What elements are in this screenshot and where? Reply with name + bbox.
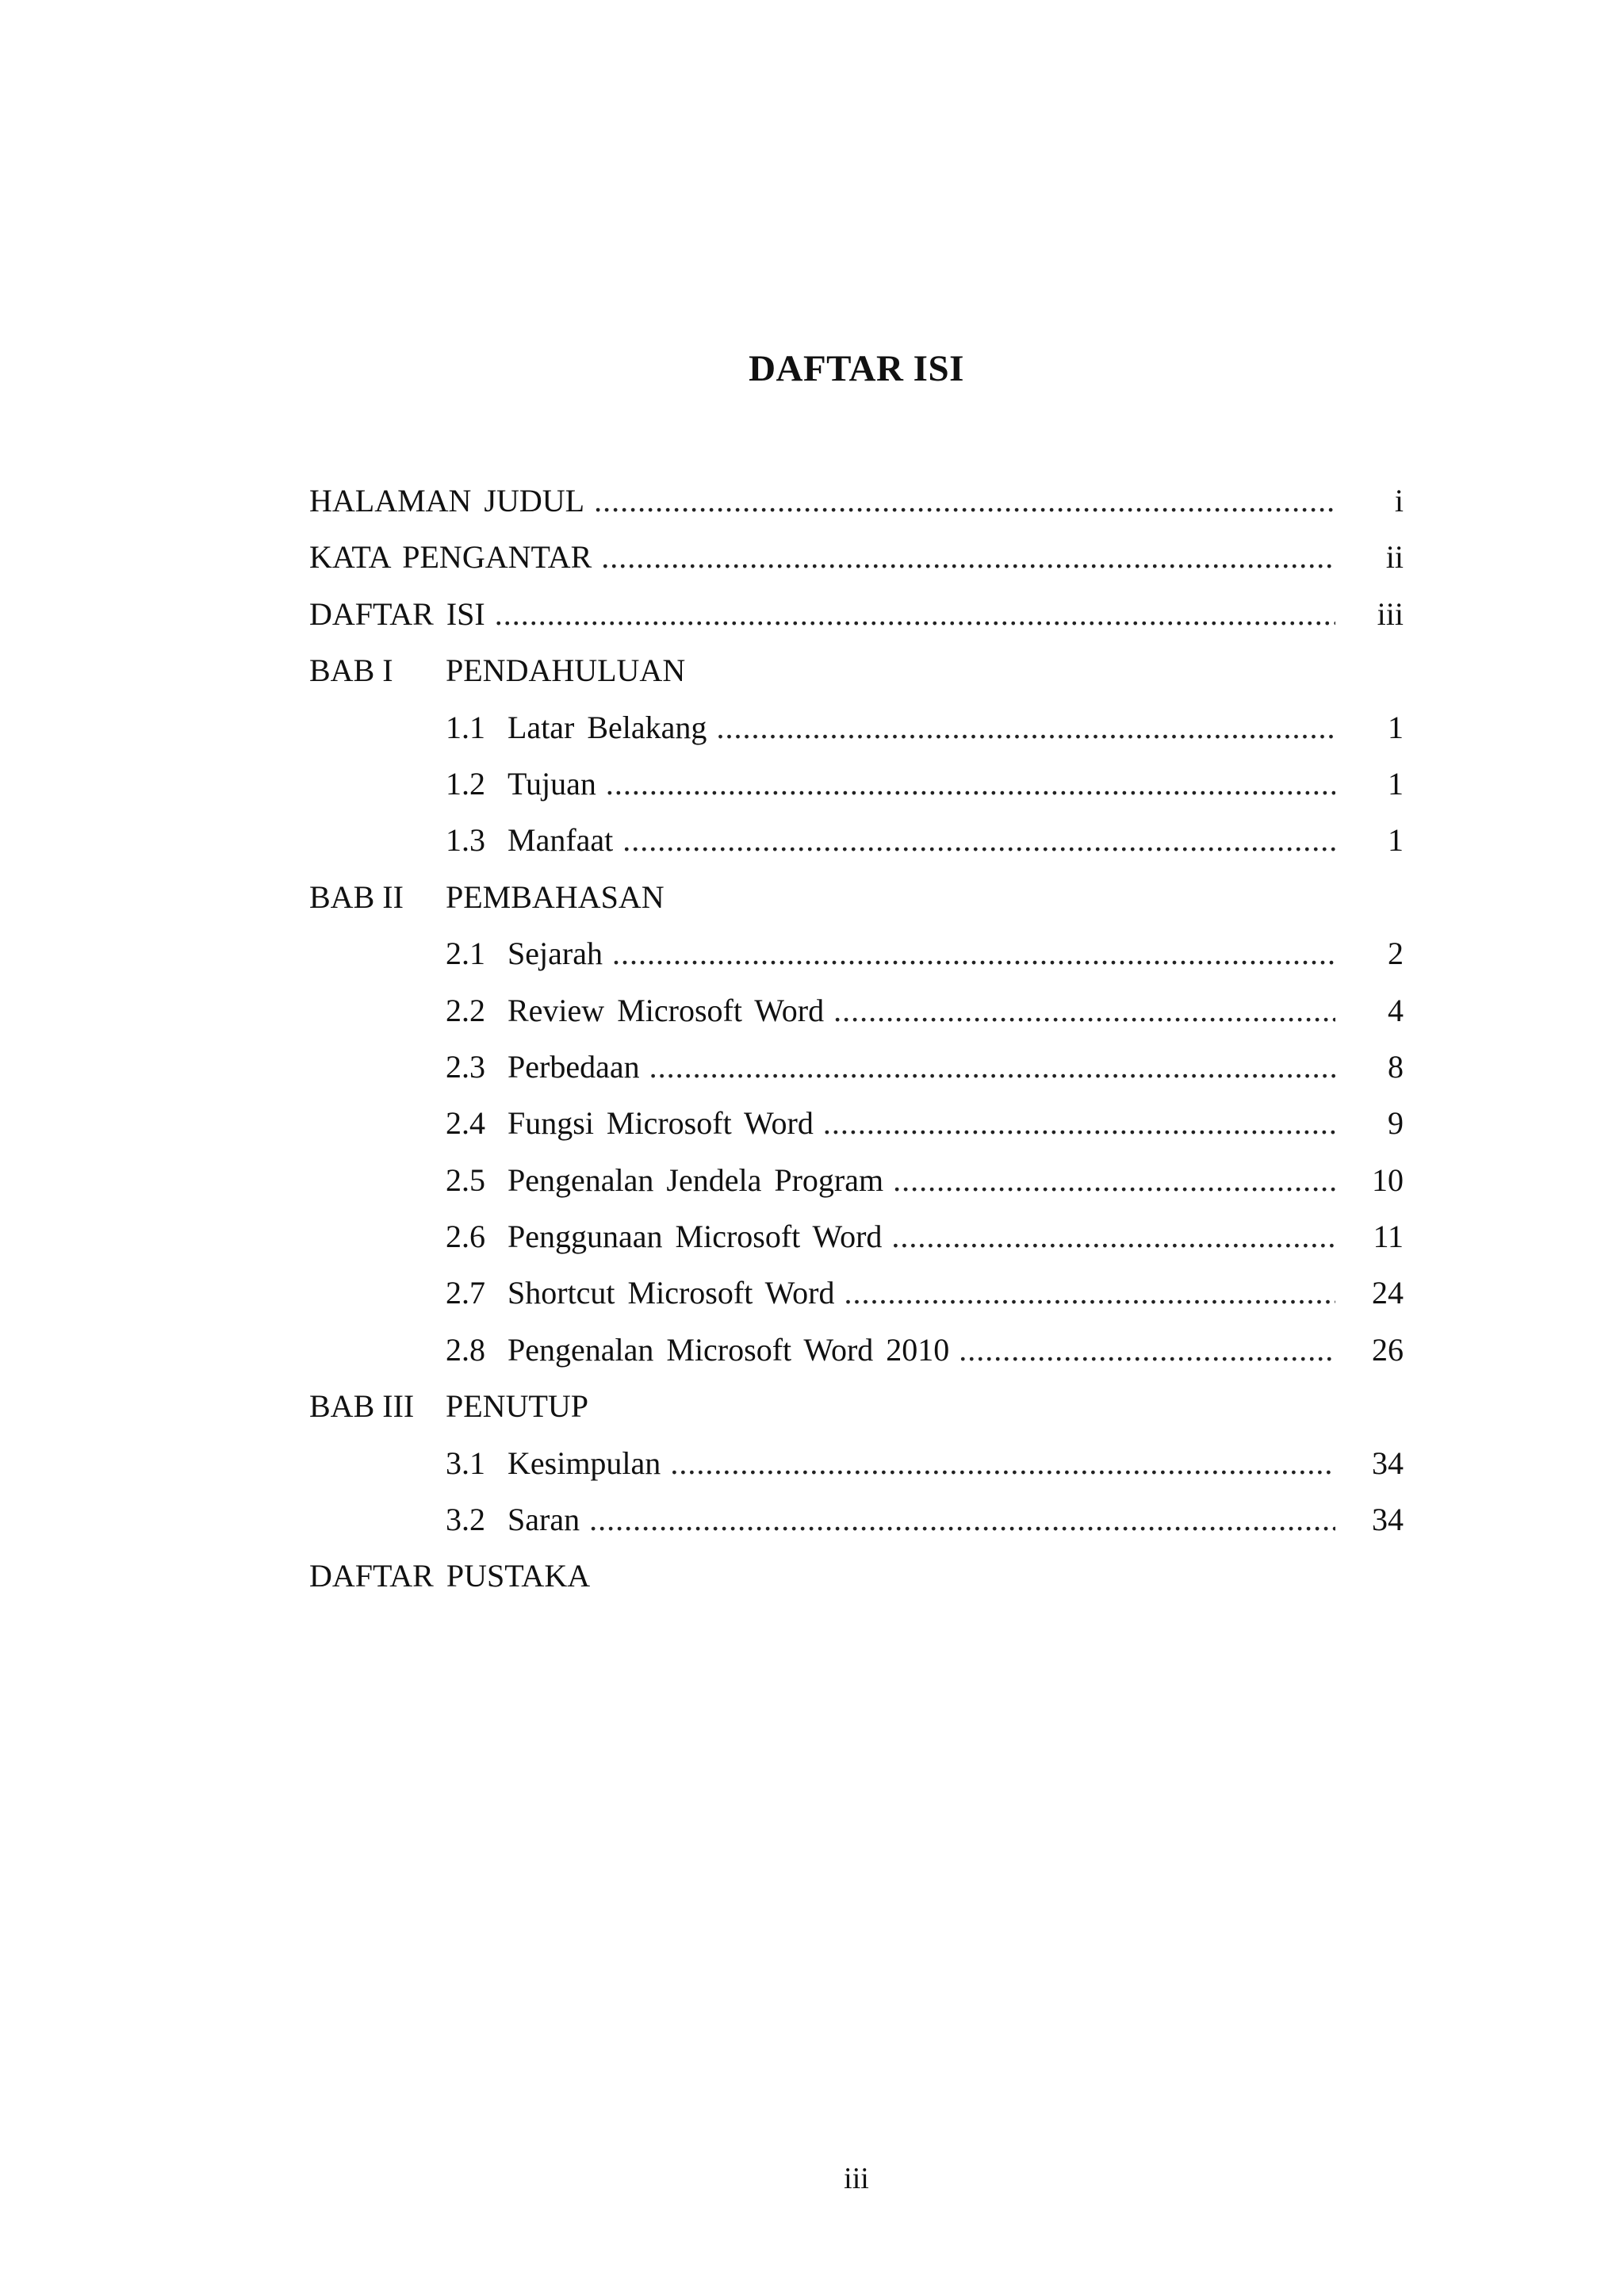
toc-section-3-2[interactable] bbox=[309, 1491, 1404, 1548]
dot-leader bbox=[844, 1265, 1335, 1321]
toc-entry-halaman-judul[interactable] bbox=[309, 473, 1404, 529]
toc-entry-kata-pengantar[interactable] bbox=[309, 529, 1404, 585]
toc-entry-label: KATA PENGANTAR bbox=[309, 539, 592, 576]
toc-section-2-6[interactable] bbox=[309, 1208, 1404, 1265]
footer-page-number: iii bbox=[844, 2162, 869, 2195]
dot-leader bbox=[893, 1152, 1335, 1208]
section-number: 1.2 bbox=[446, 765, 485, 802]
dot-leader bbox=[891, 1208, 1335, 1265]
section-label: Penggunaan Microsoft Word bbox=[508, 1219, 883, 1255]
section-number: 3.2 bbox=[446, 1502, 485, 1538]
toc-section-2-7[interactable] bbox=[309, 1265, 1404, 1321]
toc-page-number: 4 bbox=[1388, 992, 1404, 1028]
toc-chapter-bab-3[interactable] bbox=[309, 1378, 1404, 1434]
toc-page-number: i bbox=[1394, 483, 1404, 519]
toc-page-number: 10 bbox=[1372, 1161, 1404, 1198]
section-label: Pengenalan Microsoft Word 2010 bbox=[508, 1331, 950, 1368]
chapter-title: PEMBAHASAN bbox=[446, 878, 665, 915]
section-label: Fungsi Microsoft Word bbox=[508, 1105, 814, 1142]
toc-page-number: 1 bbox=[1388, 765, 1404, 802]
toc-entry-label: DAFTAR PUSTAKA bbox=[309, 1558, 591, 1594]
dot-leader bbox=[649, 1039, 1335, 1095]
dot-leader bbox=[670, 1435, 1335, 1491]
dot-leader bbox=[589, 1491, 1335, 1548]
toc-section-2-4[interactable] bbox=[309, 1095, 1404, 1151]
section-number: 2.5 bbox=[446, 1161, 485, 1198]
section-label: Manfaat bbox=[508, 822, 614, 859]
section-number: 2.8 bbox=[446, 1331, 485, 1368]
section-number: 2.4 bbox=[446, 1105, 485, 1142]
dot-leader bbox=[594, 473, 1335, 529]
section-number: 3.1 bbox=[446, 1445, 485, 1481]
chapter-number: BAB III bbox=[309, 1388, 415, 1425]
toc-page-number: 34 bbox=[1372, 1502, 1404, 1538]
section-number: 2.3 bbox=[446, 1048, 485, 1085]
toc-page-number: iii bbox=[1377, 595, 1404, 632]
section-label: Pengenalan Jendela Program bbox=[508, 1161, 884, 1198]
section-number: 2.2 bbox=[446, 992, 485, 1028]
toc-section-3-1[interactable] bbox=[309, 1435, 1404, 1491]
toc-section-1-3[interactable] bbox=[309, 812, 1404, 868]
toc-page-number: 11 bbox=[1373, 1219, 1404, 1255]
dot-leader bbox=[716, 699, 1335, 756]
dot-leader bbox=[823, 1095, 1335, 1151]
dot-leader bbox=[601, 529, 1335, 585]
toc-chapter-bab-2[interactable] bbox=[309, 869, 1404, 925]
toc-page-number: 1 bbox=[1388, 822, 1404, 859]
chapter-title: PENDAHULUAN bbox=[446, 652, 686, 689]
toc-entry-daftar-pustaka[interactable] bbox=[309, 1548, 1404, 1604]
toc-entry-label: HALAMAN JUDUL bbox=[309, 483, 585, 519]
section-label: Perbedaan bbox=[508, 1048, 640, 1085]
chapter-number: BAB I bbox=[309, 652, 393, 689]
dot-leader bbox=[959, 1322, 1335, 1378]
section-label: Shortcut Microsoft Word bbox=[508, 1275, 835, 1311]
dot-leader bbox=[622, 812, 1335, 868]
toc-page-number: 26 bbox=[1372, 1331, 1404, 1368]
toc-page-number: 2 bbox=[1388, 936, 1404, 972]
toc-page-number: 9 bbox=[1388, 1105, 1404, 1142]
dot-leader bbox=[612, 925, 1335, 982]
toc-page-number: 34 bbox=[1372, 1445, 1404, 1481]
dot-leader bbox=[495, 586, 1335, 642]
toc-section-1-2[interactable] bbox=[309, 756, 1404, 812]
section-number: 1.3 bbox=[446, 822, 485, 859]
table-of-contents bbox=[309, 473, 1404, 1605]
toc-page-number: 24 bbox=[1372, 1275, 1404, 1311]
toc-section-1-1[interactable] bbox=[309, 699, 1404, 756]
toc-section-2-5[interactable] bbox=[309, 1152, 1404, 1208]
section-label: Review Microsoft Word bbox=[508, 992, 825, 1028]
section-label: Sejarah bbox=[508, 936, 603, 972]
section-number: 2.1 bbox=[446, 936, 485, 972]
page-title: DAFTAR ISI bbox=[749, 348, 964, 389]
toc-section-2-1[interactable] bbox=[309, 925, 1404, 982]
toc-page-number: 1 bbox=[1388, 709, 1404, 745]
dot-leader bbox=[833, 982, 1335, 1039]
toc-section-2-8[interactable] bbox=[309, 1322, 1404, 1378]
section-number: 2.7 bbox=[446, 1275, 485, 1311]
toc-entry-label: DAFTAR ISI bbox=[309, 595, 485, 632]
section-label: Tujuan bbox=[508, 765, 596, 802]
section-label: Latar Belakang bbox=[508, 709, 707, 745]
toc-page-number: ii bbox=[1385, 539, 1404, 576]
section-number: 2.6 bbox=[446, 1219, 485, 1255]
toc-page-number: 8 bbox=[1388, 1048, 1404, 1085]
dot-leader bbox=[606, 756, 1335, 812]
chapter-title: PENUTUP bbox=[446, 1388, 589, 1425]
section-label: Saran bbox=[508, 1502, 580, 1538]
toc-chapter-bab-1[interactable] bbox=[309, 642, 1404, 698]
toc-section-2-2[interactable] bbox=[309, 982, 1404, 1039]
section-label: Kesimpulan bbox=[508, 1445, 661, 1481]
chapter-number: BAB II bbox=[309, 878, 404, 915]
toc-entry-daftar-isi[interactable] bbox=[309, 586, 1404, 642]
toc-section-2-3[interactable] bbox=[309, 1039, 1404, 1095]
section-number: 1.1 bbox=[446, 709, 485, 745]
